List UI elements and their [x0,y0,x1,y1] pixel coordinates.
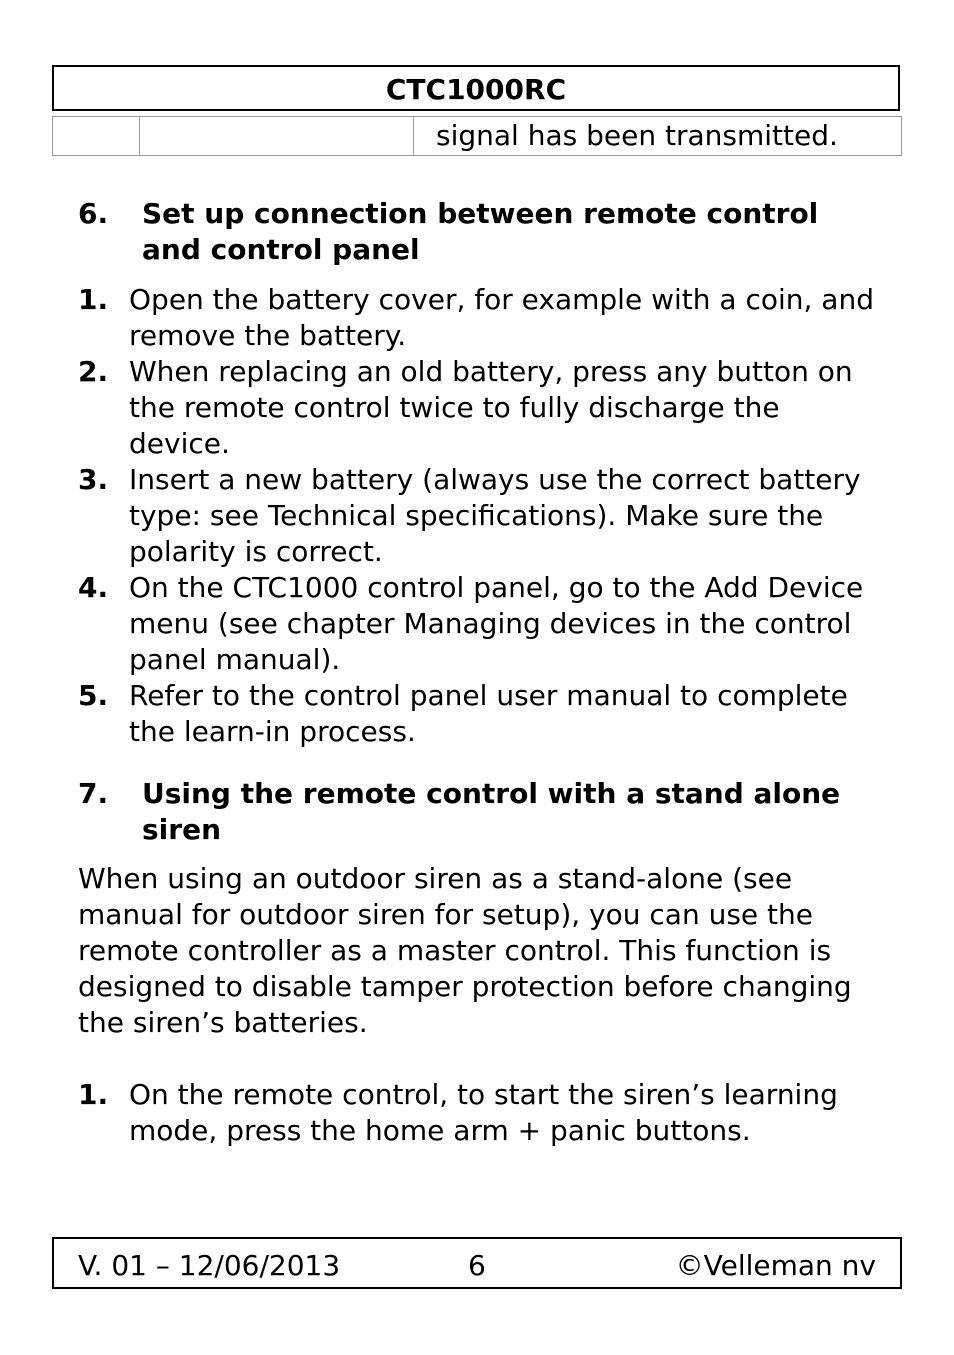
section-7-title: Using the remote control with a stand alone siren [142,777,841,846]
document-footer [52,1237,902,1289]
step-number: 4. [78,571,109,604]
copyright: ©Velleman nv [675,1249,876,1282]
document-header [52,65,900,111]
step-text: When replacing an old battery, press any button on the remote control twice to fully discharge the device. [129,355,853,460]
table-cell-empty-2 [140,117,414,155]
section-6-heading [78,196,878,268]
list-item [78,678,878,750]
list-item [78,570,878,678]
page-number: 6 [468,1249,486,1282]
table-cell-empty-1 [53,117,140,155]
product-title: CTC1000RC [385,73,567,106]
step-text: Refer to the control panel user manual to complete the learn-in process. [129,679,848,748]
section-7-number: 7. [78,777,109,810]
section-7-paragraph: When using an outdoor siren as a stand-alone (see manual for outdoor siren for setup), you can use the remote controller as a master control. This function is designed to disable tamper protection before changing the siren’s batteries. [78,862,852,1039]
step-text: Insert a new battery (always use the correct battery type: see Technical specifications). Make sure the polarity is correct. [129,463,861,568]
section-6-steps [78,282,878,750]
list-item [78,462,878,570]
step-number: 2. [78,355,109,388]
section-6-title: Set up connection between remote control and control panel [142,197,819,266]
section-7-heading [78,776,878,848]
step-number: 1. [78,1078,109,1111]
table-cell-text: signal has been transmitted. [436,119,838,152]
step-number: 5. [78,679,109,712]
step-text: Open the battery cover, for example with a coin, and remove the battery. [129,283,874,352]
step-text: On the remote control, to start the siren’s learning mode, press the home arm + panic buttons. [129,1078,838,1147]
version-date: V. 01 – 12/06/2013 [78,1249,341,1282]
list-item [78,1077,878,1149]
continued-table-row [52,116,902,156]
list-item [78,354,878,462]
step-number: 3. [78,463,109,496]
step-number: 1. [78,283,109,316]
step-text: On the CTC1000 control panel, go to the Add Device menu (see chapter Managing devices in the control panel manual). [129,571,864,676]
list-item [78,282,878,354]
section-7-steps [78,1077,878,1149]
section-6-number: 6. [78,197,109,230]
